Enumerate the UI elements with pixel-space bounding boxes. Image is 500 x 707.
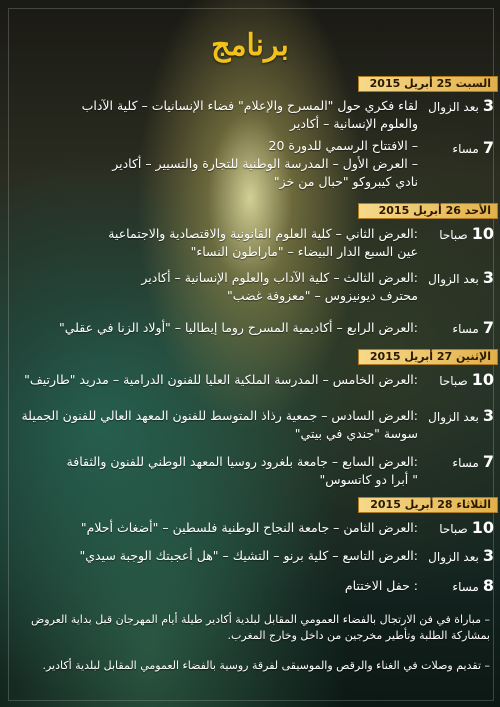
day-header-saturday: السبت 25 أبريل 2015 [358,76,498,92]
event-line: :العرض السادس – جمعية رذاذ المتوسط للفنون المعهد العالي للفنون الجميلة [21,408,418,423]
time-slot: 3بعد الزوال [428,268,494,287]
event-line: :العرض الثاني – كلية العلوم القانونية والاقتصادية والاجتماعية [108,226,418,241]
time-slot: 3بعد الزوال [428,96,494,115]
event-line: لقاء فكري حول "المسرح والإعلام" فضاء الإنسانيات – كلية الآداب [81,98,418,113]
event-line: :العرض الثالث – كلية الآداب والعلوم الإنسانية – أكادير [141,270,418,285]
event-line: والعلوم الإنسانية – أكادير [289,116,418,131]
event-line: – الافتتاح الرسمي للدورة 20 [268,138,418,153]
event-line: : حفل الاختتام [344,578,418,593]
day-header-monday: الإثنين 27 أبريل 2015 [358,349,498,365]
event-line: " أبرا دو كاتسوس" [319,472,418,487]
time-slot: 10صباحا [439,224,494,243]
time-slot: 7مساء [452,138,494,157]
note-russian-troupe [14,658,490,674]
time-slot: 8مساء [452,576,494,595]
time-slot: 7مساء [452,318,494,337]
event-line: عين السبع الدار البيضاء – "ماراطون النساء" [190,244,418,259]
event-line: سوسة "جندي في بيتي" [294,426,418,441]
day-header-tuesday: الثلاثاء 28 أبريل 2015 [358,497,498,513]
time-slot: 10صباحا [439,518,494,537]
program-title: برنامج [211,28,289,63]
event-line: :العرض التاسع – كلية برنو – التشيك – "هل أعجبتك الوجبة سيدي" [79,548,418,563]
time-slot: 3بعد الزوال [428,406,494,425]
note-line: – مباراة في فن الارتجال بالفضاء العمومي المقابل لبلدية أكادير طيلة أيام المهرجان قبل بداية العروض [30,613,490,626]
note-line: – تقديم وصلات في الغناء والرقص والموسيقى لفرقة روسية بالفضاء العمومي المقابل لبلدية أكادير. [42,659,490,672]
day-header-sunday: الأحد 26 أبريل 2015 [358,203,498,219]
event-line: :العرض الخامس – المدرسة الملكية العليا للفنون الدرامية – مدريد "طارتيف" [24,372,418,387]
time-slot: 10صباحا [439,370,494,389]
note-improv-contest [14,612,490,644]
event-line: :العرض السابع – جامعة بلغرود روسيا المعهد الوطني للفنون والثقافة [66,454,418,469]
event-line: :العرض الرابع – أكاديمية المسرح روما إيطاليا – "أولاد الزنا في عقلي" [58,320,418,335]
event-line: نادي كيبروكو "حبال من خز" [273,174,418,189]
time-slot: 3بعد الزوال [428,546,494,565]
event-line: محترف ديونيزوس – "معزوفة غضب" [227,288,418,303]
time-slot: 7مساء [452,452,494,471]
event-line: – العرض الأول – المدرسة الوطنية للتجارة والتسيير – أكادير [112,156,418,171]
event-line: :العرض الثامن – جامعة النجاح الوطنية فلسطين – "أضغاث أحلام" [80,520,418,535]
note-line: بمشاركة الطلبة وتأطير مخرجين من داخل وخارج المغرب. [227,629,490,642]
